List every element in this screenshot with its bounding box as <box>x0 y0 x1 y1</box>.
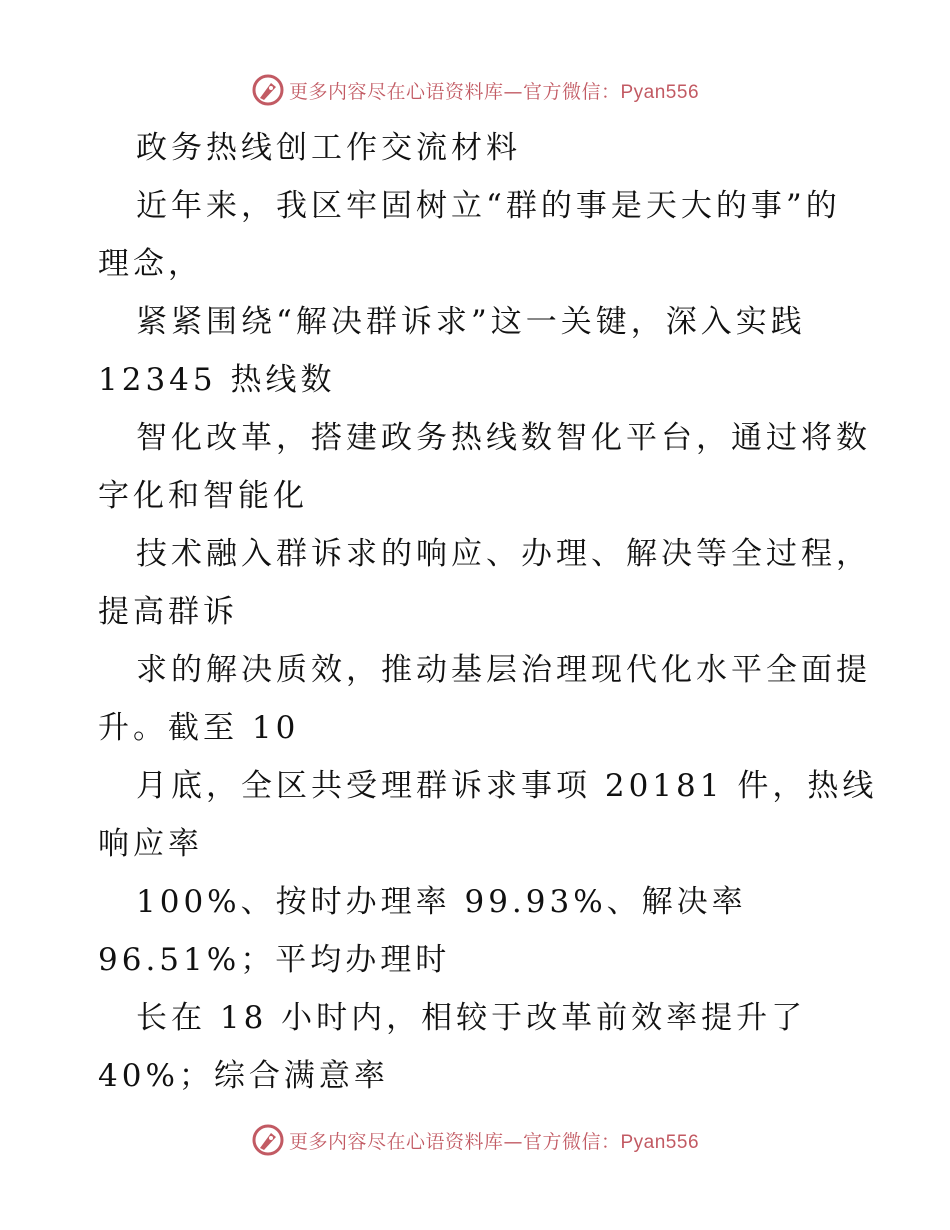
paragraph-line: 智化改革，搭建政务热线数智化平台，通过将数 <box>136 420 871 456</box>
banner-text: 更多内容尽在心语资料库—官方微信：Pyan556 <box>288 80 700 103</box>
paragraph-line: 40%；综合满意率 <box>98 1058 389 1094</box>
paragraph-line: 理念， <box>98 246 203 282</box>
pen-nib-logo-icon <box>251 73 285 107</box>
paragraph-line: 技术融入群诉求的响应、办理、解决等全过程， <box>136 536 871 572</box>
paragraph-line: 月底，全区共受理群诉求事项 20181 件，热线 <box>136 768 878 804</box>
paragraph-line: 近年来，我区牢固树立“群的事是天大的事”的 <box>136 188 841 224</box>
paragraph-line: 字化和智能化 <box>98 478 308 514</box>
paragraph-line: 提高群诉 <box>98 594 238 630</box>
pen-nib-logo-icon <box>251 1123 285 1157</box>
banner-text: 更多内容尽在心语资料库—官方微信：Pyan556 <box>288 1130 700 1153</box>
footer-banner <box>0 1120 950 1160</box>
header-banner <box>0 70 950 110</box>
paragraph-line: 紧紧围绕“解决群诉求”这一关键，深入实践 <box>136 304 806 340</box>
paragraph-line: 100%、按时办理率 99.93%、解决率 <box>136 884 747 920</box>
paragraph-line: 升。截至 10 <box>98 710 300 746</box>
paragraph-line: 长在 18 小时内，相较于改革前效率提升了 <box>136 1000 807 1036</box>
paragraph-line: 12345 热线数 <box>98 362 336 398</box>
paragraph-line: 求的解决质效，推动基层治理现代化水平全面提 <box>136 652 871 688</box>
document-title: 政务热线创工作交流材料 <box>136 130 521 166</box>
paragraph-line: 响应率 <box>98 826 203 862</box>
paragraph-line: 96.51%；平均办理时 <box>98 942 451 978</box>
